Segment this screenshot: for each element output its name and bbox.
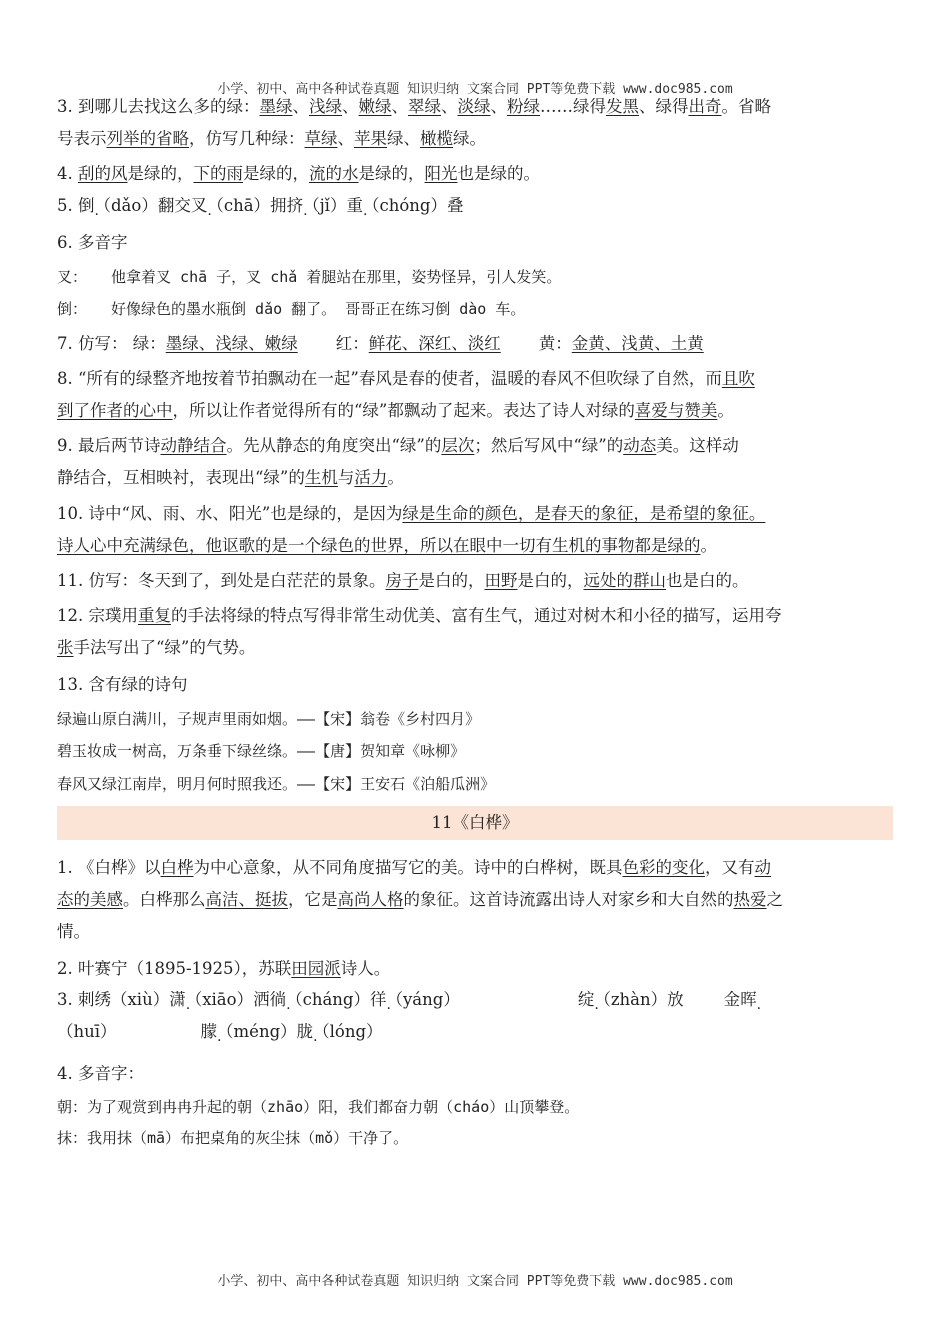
q13-poem2: 碧玉妆成一树高，万条垂下绿丝绦。——【唐】贺知章《咏柳》: [57, 742, 466, 760]
q12-line2: 张手法写出了“绿”的气势。: [57, 638, 256, 657]
page-footer: 小学、初中、高中各种试卷真题 知识归纳 文案合同 PPT等免费下载 www.doc985.com: [217, 1274, 733, 1289]
q12-line1: 12. 宗璞用重复的手法将绿的特点写得非常生动优美、富有生气，通过对树木和小径的描写，运用夸: [57, 606, 782, 625]
s2-line: 2. 叶赛宁（1895-1925），苏联田园派诗人。: [57, 959, 391, 978]
q5-line: 5. 倒 .（dǎo）翻交叉 .（chā）拥挤 .（jǐ）重 .（chóng）叠: [57, 194, 895, 218]
s1-line2: 态的美感。白桦那么高洁、挺拔，它是高尚人格的象征。这首诗流露出诗人对家乡和大自然的热爱之: [57, 890, 783, 909]
s3-line1: 3. 刺绣（xiù）潇 .（xiāo）洒徜 .（cháng）徉 .（yáng） 绽 .（zhàn）放 金晖 .: [57, 988, 895, 1012]
s1-line3: 情。: [57, 922, 90, 941]
s4-line1: 朝：为了观赏到冉冉升起的朝（zhāo）阳，我们都奋力朝（cháo）山顶攀登。: [57, 1098, 580, 1116]
q10-line1: 10. 诗中“风、雨、水、阳光”也是绿的，是因为绿是生命的颜色，是春天的象征，是希望的象征。: [57, 504, 766, 523]
section-title: 11《白桦》: [57, 806, 893, 840]
q3-line2: 号表示列举的省略，仿写几种绿：草绿、苹果绿、橄榄绿。: [57, 129, 486, 148]
q13-poem1: 绿遍山原白满川，子规声里雨如烟。——【宋】翁卷《乡村四月》: [57, 710, 481, 728]
q13-poem3: 春风又绿江南岸，明月何时照我还。——【宋】王安石《泊船瓜洲》: [57, 775, 496, 793]
q9-line2: 静结合，互相映衬，表现出“绿”的生机与活力。: [57, 468, 404, 487]
q8-line1: 8. “所有的绿整齐地按着节拍飘动在一起”春风是春的使者，温暖的春风不但吹绿了自然，而且吹: [57, 369, 755, 388]
q8-line2: 到了作者的心中，所以让作者觉得所有的“绿”都飘动了起来。表达了诗人对绿的喜爱与赞美。: [57, 401, 734, 420]
q6-line2: 倒： 好像绿色的墨水瓶倒 dǎo 翻了。 哥哥正在练习倒 dào 车。: [57, 300, 526, 318]
q13-title: 13. 含有绿的诗句: [57, 675, 188, 694]
q7-line: 7. 仿写： 绿：墨绿、浅绿、嫩绿 红：鲜花、深红、淡红 黄：金黄、浅黄、土黄: [57, 334, 704, 353]
q9-line1: 9. 最后两节诗动静结合。先从静态的角度突出“绿”的层次；然后写风中“绿”的动态美。这样动: [57, 436, 739, 455]
q4-line: 4. 刮的风是绿的，下的雨是绿的，流的水是绿的，阳光也是绿的。: [57, 164, 540, 183]
s3-line2: （huī） 朦 .（méng）胧 .（lóng）: [57, 1020, 895, 1044]
page-header: 小学、初中、高中各种试卷真题 知识归纳 文案合同 PPT等免费下载 www.doc985.com: [217, 82, 733, 97]
q6-title: 6. 多音字: [57, 233, 128, 252]
q11-line: 11. 仿写：冬天到了，到处是白茫茫的景象。房子是白的，田野是白的，远处的群山也是白的。: [57, 571, 749, 590]
q10-line2: 诗人心中充满绿色，他讴歌的是一个绿色的世界，所以在眼中一切有生机的事物都是绿的。: [57, 536, 717, 555]
s1-line1: 1. 《白桦》以白桦为中心意象，从不同角度描写它的美。诗中的白桦树，既具色彩的变化，又有动: [57, 858, 771, 877]
q3-line1: 3. 到哪儿去找这么多的绿：墨绿、浅绿、嫩绿、翠绿、淡绿、粉绿……绿得发黑、绿得出奇。省略: [57, 97, 771, 116]
s4-line2: 抹：我用抹（mā）布把桌角的灰尘抹（mǒ）干净了。: [57, 1129, 409, 1147]
q6-line1: 叉： 他拿着叉 chā 子，叉 chǎ 着腿站在那里，姿势怪异，引人发笑。: [57, 268, 562, 286]
s4-title: 4. 多音字：: [57, 1064, 144, 1083]
